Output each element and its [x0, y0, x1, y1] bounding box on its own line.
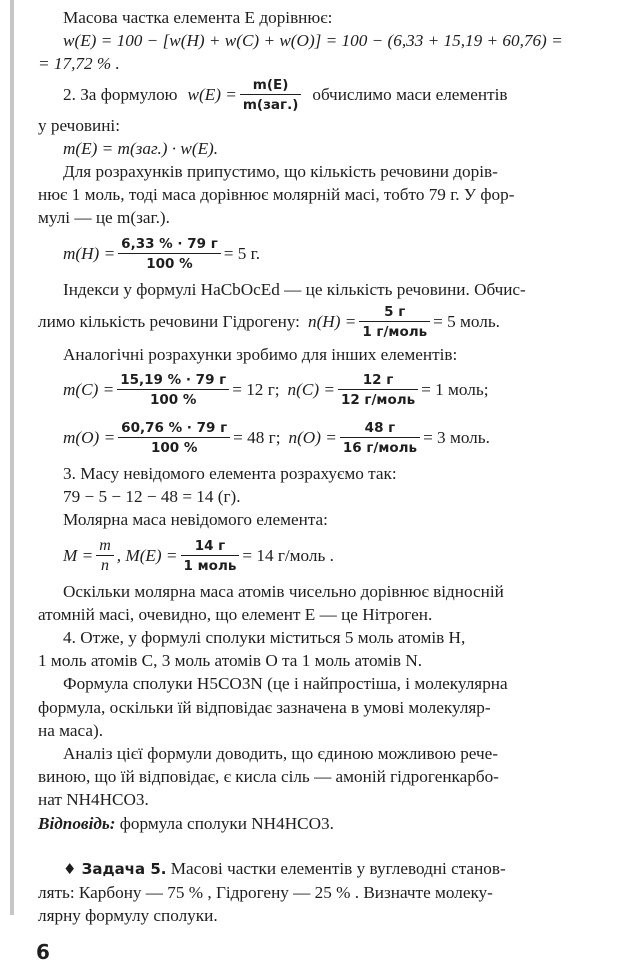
- formula-line: = 17,72 % .: [38, 54, 120, 74]
- margin-bar: [10, 0, 14, 915]
- fraction: [117, 372, 229, 408]
- fraction-denominator: 12 г/моль: [340, 392, 416, 409]
- text-fragment: обчислимо маси елементів: [312, 85, 508, 104]
- equation-carbon: [38, 366, 610, 414]
- text-line: Аналіз цієї формули доводить, що єдиною можливою рече-: [63, 744, 499, 764]
- text-line: Формула сполуки H5CO3N (це і найпростіша, і молекулярна: [63, 674, 508, 694]
- formula-result: = 12 г;: [232, 380, 280, 400]
- formula-lhs: n(H) =: [307, 312, 357, 332]
- task5-line: лять: Карбону — 75 % , Гідрогену — 25 % . Визначте молеку-: [38, 883, 493, 903]
- spacer: [38, 835, 610, 857]
- answer-line: [38, 812, 610, 835]
- text-line: у речовині:: [38, 115, 120, 135]
- fraction-denominator: 100 %: [150, 440, 198, 457]
- text-line: Оскільки молярна маса атомів чисельно дорівнює відносній: [63, 581, 504, 601]
- fraction-denominator: m(заг.): [242, 96, 299, 113]
- equation-oxygen: [38, 414, 610, 462]
- step-label: 2. За формулою: [63, 85, 178, 104]
- text-line: Молярна маса невідомого елемента:: [63, 510, 328, 530]
- formula-lhs: m(O) =: [63, 428, 116, 448]
- formula-lhs: m(H) =: [63, 244, 116, 264]
- formula-result: = 14 г/моль .: [242, 546, 334, 566]
- formula-result: = 48 г;: [233, 428, 281, 448]
- page-body: [38, 6, 610, 927]
- fraction-denominator: 1 г/моль: [362, 323, 428, 340]
- text-line: мулі — це m(заг.).: [38, 208, 170, 228]
- fraction: [359, 304, 430, 340]
- task5-line: лярну формулу сполуки.: [38, 906, 218, 926]
- page-number: 6: [36, 940, 50, 964]
- text-line: на маса).: [38, 720, 103, 740]
- formula-lhs: w(E) =: [187, 85, 237, 104]
- fraction: [181, 538, 240, 574]
- fraction: [118, 420, 230, 456]
- formula-line: w(E) = 100 − [w(H) + w(C) + w(O)] = 100 − (6,33 + 15,19 + 60,76) =: [63, 31, 563, 51]
- fraction-denominator: 100 %: [146, 255, 193, 272]
- fraction-numerator: 12 г: [338, 372, 418, 390]
- formula-result: = 1 моль;: [421, 380, 489, 400]
- task5-text: Масові частки елементів у вуглеводні станов-: [170, 858, 506, 878]
- text-line: атомній масі, очевидно, що елемент E — це Нітроген.: [38, 604, 433, 624]
- equation-m-h: [38, 230, 610, 278]
- fraction-numerator: 48 г: [340, 420, 420, 438]
- formula-lhs: m(C) =: [63, 380, 115, 400]
- formula-line: m(E) = m(заг.) · w(E).: [63, 138, 219, 158]
- fraction: [118, 236, 221, 272]
- text-line: нат NH4HCO3.: [38, 790, 149, 810]
- answer-label: Відповідь:: [38, 813, 116, 833]
- fraction-numerator: m(E): [240, 77, 302, 95]
- fraction-numerator: m: [96, 538, 114, 556]
- formula-result: = 5 моль.: [433, 312, 500, 332]
- fraction-numerator: 14 г: [181, 538, 240, 556]
- text-line: Масова частка елемента E дорівнює:: [63, 8, 333, 27]
- fraction-denominator: n: [101, 556, 109, 574]
- fraction-denominator: 100 %: [150, 392, 197, 409]
- fraction: [240, 77, 302, 113]
- text-fragment: лимо кількість речовини Гідрогену:: [38, 312, 300, 332]
- formula-result: = 3 моль.: [423, 428, 490, 448]
- fraction: [338, 372, 418, 408]
- text-line: нює 1 моль, тоді маса дорівнює молярній масі, тобто 79 г. У фор-: [38, 185, 515, 205]
- fraction-numerator: 5 г: [359, 304, 430, 322]
- text-line: Аналогічні розрахунки зробимо для інших елементів:: [63, 344, 458, 364]
- text-line: формула, оскільки їй відповідає зазначена в умові молекуляр-: [38, 697, 491, 717]
- formula-step-2: [38, 76, 610, 114]
- text-line: Індекси у формулі HaCbOcEd — це кількість речовини. Обчис-: [63, 279, 526, 299]
- fraction-denominator: 1 моль: [183, 557, 237, 574]
- fraction-denominator: 16 г/моль: [342, 440, 418, 457]
- text-line: 1 моль атомів C, 3 моль атомів O та 1 моль атомів N.: [38, 651, 423, 671]
- formula-lhs: M =: [63, 546, 94, 566]
- text-line: виною, що їй відповідає, є кисла сіль — амоній гідрогенкарбо-: [38, 767, 499, 787]
- fraction: [96, 538, 114, 574]
- text-line: Для розрахунків припустимо, що кількість речовини дорів-: [63, 162, 498, 182]
- fraction-numerator: 15,19 % · 79 г: [117, 372, 229, 390]
- text-line: 79 − 5 − 12 − 48 = 14 (г).: [63, 487, 241, 507]
- task5-line: [38, 857, 610, 881]
- formula-lhs: , M(E) =: [116, 546, 178, 566]
- formula-result: = 5 г.: [223, 244, 261, 264]
- fraction-numerator: 60,76 % · 79 г: [118, 420, 230, 438]
- task5-heading: ♦ Задача 5.: [63, 859, 167, 878]
- answer-text: формула сполуки NH4HCO3.: [119, 813, 334, 833]
- fraction-numerator: 6,33 % · 79 г: [118, 236, 221, 254]
- text-line: 3. Масу невідомого елемента розрахуємо так:: [63, 464, 397, 484]
- equation-molar-mass: [38, 532, 610, 580]
- formula-lhs: n(C) =: [287, 380, 335, 400]
- formula-lhs: n(O) =: [288, 428, 337, 448]
- fraction: [340, 420, 420, 456]
- text-line: 4. Отже, у формулі сполуки міститься 5 моль атомів H,: [63, 628, 466, 648]
- formula-inline: [38, 301, 610, 343]
